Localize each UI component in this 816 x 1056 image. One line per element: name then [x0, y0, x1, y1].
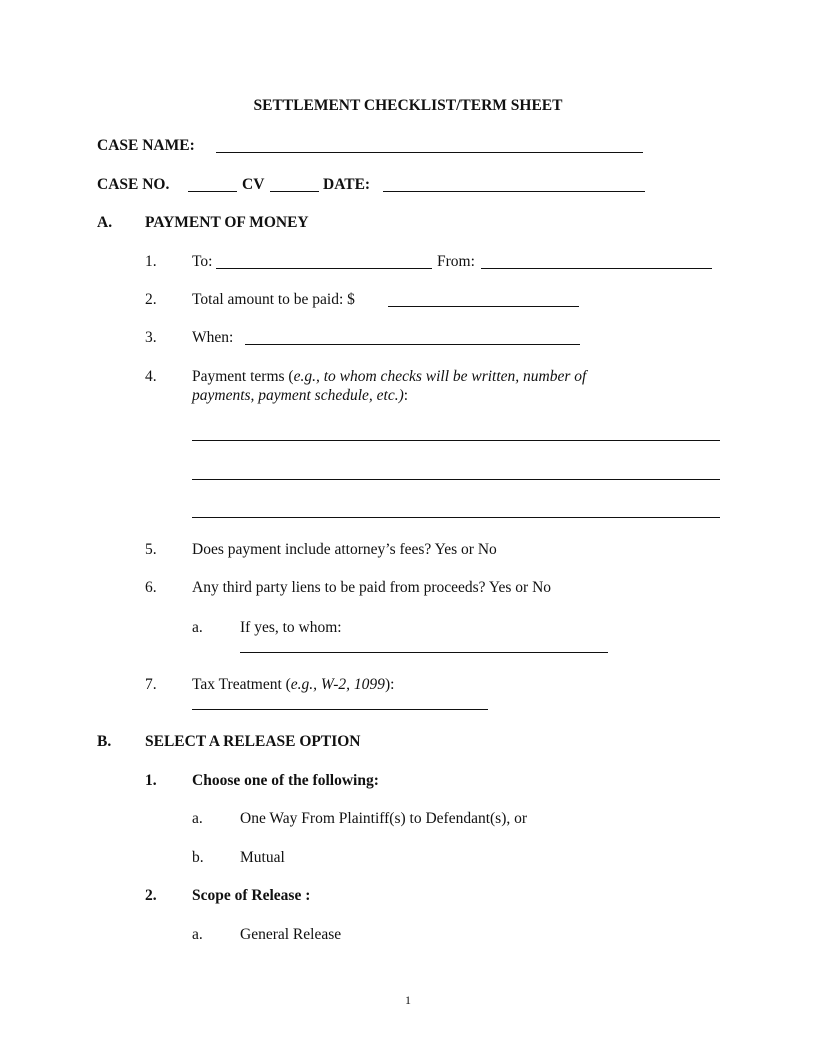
tax-treatment-example: e.g., W-2, 1099	[290, 676, 385, 693]
item-number: 1.	[145, 253, 157, 270]
case-name-label: CASE NAME:	[97, 137, 195, 154]
page-number: 1	[405, 993, 411, 1007]
release-scope-general[interactable]: General Release	[240, 926, 342, 943]
payment-terms-line-1[interactable]	[192, 440, 720, 441]
page-title: SETTLEMENT CHECKLIST/TERM SHEET	[253, 97, 563, 114]
total-amount-label: Total amount to be paid: $	[192, 291, 355, 308]
sub-item-letter: a.	[192, 619, 203, 636]
attorney-fees-question: Does payment include attorney’s fees? Yes or No	[192, 541, 497, 558]
item-number: 7.	[145, 676, 157, 693]
tax-treatment-field[interactable]	[192, 709, 488, 710]
payment-terms-line-3[interactable]	[192, 517, 720, 518]
release-option-mutual[interactable]: Mutual	[240, 849, 285, 866]
if-yes-label: If yes, to whom:	[240, 619, 342, 636]
cv-label: CV	[242, 176, 265, 193]
sub-item-letter: a.	[192, 810, 203, 827]
sub-item-letter: a.	[192, 926, 203, 943]
payment-terms-example-cont: payments, payment schedule, etc.)	[192, 387, 404, 404]
cv-field[interactable]	[270, 191, 319, 192]
case-no-field[interactable]	[188, 191, 237, 192]
to-field[interactable]	[216, 268, 432, 269]
tax-treatment-label	[192, 676, 394, 694]
date-label: DATE:	[323, 176, 371, 193]
payment-terms-label-cont	[192, 387, 408, 405]
third-party-liens-question: Any third party liens to be paid from proceeds? Yes or No	[192, 579, 552, 596]
when-label: When:	[192, 329, 234, 346]
payment-terms-label	[192, 368, 586, 386]
when-field[interactable]	[245, 344, 580, 345]
item-number: 3.	[145, 329, 157, 346]
from-label: From:	[437, 253, 475, 270]
payment-terms-text: Payment terms (	[192, 368, 294, 385]
scope-of-release-label: Scope of Release :	[192, 887, 311, 904]
item-number: 5.	[145, 541, 157, 558]
to-label: To:	[192, 253, 213, 270]
date-field[interactable]	[383, 191, 645, 192]
choose-one-label: Choose one of the following:	[192, 772, 379, 789]
case-no-label: CASE NO.	[97, 176, 170, 193]
item-number: 4.	[145, 368, 157, 385]
payment-terms-example: e.g., to whom checks will be written, number of	[293, 368, 587, 385]
total-amount-field[interactable]	[388, 306, 579, 307]
payment-terms-line-2[interactable]	[192, 479, 720, 480]
item-number: 1.	[145, 772, 157, 789]
tax-treatment-text: Tax Treatment (	[192, 676, 291, 693]
section-b-letter: B.	[97, 733, 112, 750]
item-number: 6.	[145, 579, 157, 596]
section-a-letter: A.	[97, 214, 113, 231]
section-b-heading: SELECT A RELEASE OPTION	[145, 733, 361, 750]
if-yes-field[interactable]	[240, 652, 608, 653]
release-option-one-way[interactable]: One Way From Plaintiff(s) to Defendant(s), or	[240, 810, 528, 827]
payment-terms-suffix: :	[403, 387, 409, 404]
item-number: 2.	[145, 887, 157, 904]
case-name-field[interactable]	[216, 152, 643, 153]
tax-treatment-suffix: ):	[384, 676, 395, 693]
from-field[interactable]	[481, 268, 712, 269]
sub-item-letter: b.	[192, 849, 204, 866]
item-number: 2.	[145, 291, 157, 308]
section-a-heading: PAYMENT OF MONEY	[145, 214, 309, 231]
